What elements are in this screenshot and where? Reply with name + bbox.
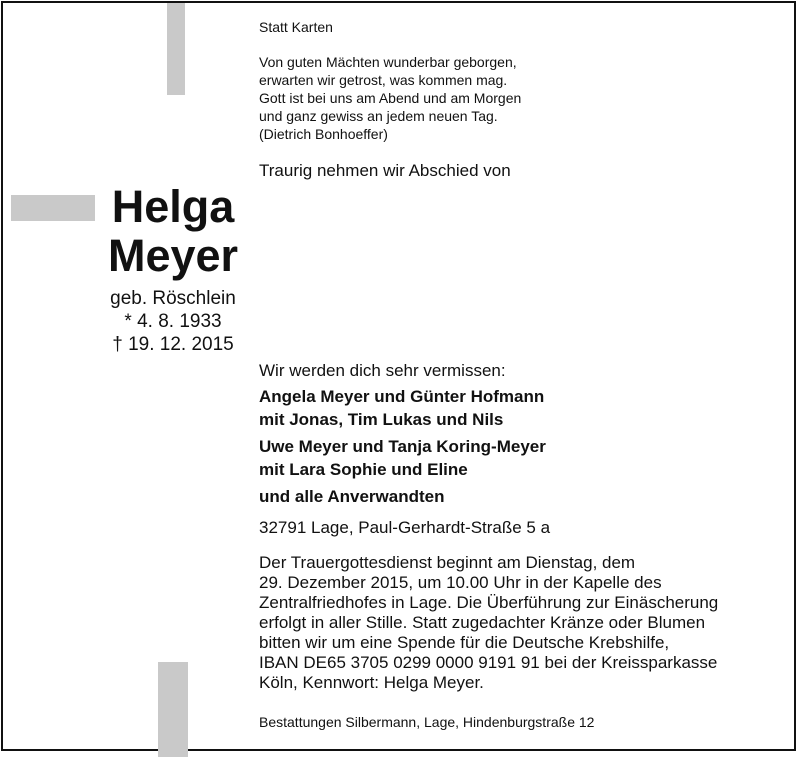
family-line: mit Lara Sophie und Eline: [259, 460, 468, 479]
statt-karten: Statt Karten: [259, 19, 333, 35]
family-line: Uwe Meyer und Tanja Koring-Meyer: [259, 437, 546, 456]
poem-line: Von guten Mächten wunderbar geborgen,: [259, 54, 517, 70]
mourners-intro: Wir werden dich sehr vermissen:: [259, 361, 506, 380]
birth-date: * 4. 8. 1933: [124, 311, 222, 332]
service-line: 29. Dezember 2015, um 10.00 Uhr in der Kapelle des: [259, 573, 662, 592]
poem-line: und ganz gewiss an jedem neuen Tag.: [259, 108, 498, 124]
deceased-first-name: Helga: [111, 181, 235, 232]
service-line: erfolgt in aller Stille. Statt zugedachter Kränze oder Blumen: [259, 613, 706, 632]
service-line: bitten wir um eine Spende für die Deutsche Krebshilfe,: [259, 633, 670, 652]
address: 32791 Lage, Paul-Gerhardt-Straße 5 a: [259, 518, 551, 537]
cross-horizontal-bar: [11, 195, 95, 221]
service-line: IBAN DE65 3705 0299 0000 9191 91 bei der Kreissparkasse: [259, 653, 718, 672]
deceased-last-name: Meyer: [107, 230, 239, 281]
cross-vertical-bottom: [158, 662, 188, 757]
poem-line: erwarten wir getrost, was kommen mag.: [259, 72, 508, 88]
cross-vertical-top: [167, 3, 185, 95]
undertaker: Bestattungen Silbermann, Lage, Hindenburgstraße 12: [259, 714, 595, 730]
maiden-name: geb. Röschlein: [110, 288, 236, 309]
service-line: Zentralfriedhofes in Lage. Die Überführung zur Einäscherung: [259, 593, 719, 612]
service-line: Der Trauergottesdienst beginnt am Dienstag, dem: [259, 553, 636, 572]
relatives-line: und alle Anverwandten: [259, 487, 445, 506]
poem-line: Gott ist bei uns am Abend und am Morgen: [259, 90, 522, 106]
farewell-intro: Traurig nehmen wir Abschied von: [259, 161, 511, 180]
poem-author: (Dietrich Bonhoeffer): [259, 126, 388, 142]
family-line: mit Jonas, Tim Lukas und Nils: [259, 410, 504, 429]
obituary-frame: [1, 1, 796, 751]
family-line: Angela Meyer und Günter Hofmann: [259, 387, 545, 406]
service-line: Köln, Kennwort: Helga Meyer.: [259, 673, 484, 692]
death-date: † 19. 12. 2015: [112, 334, 234, 355]
